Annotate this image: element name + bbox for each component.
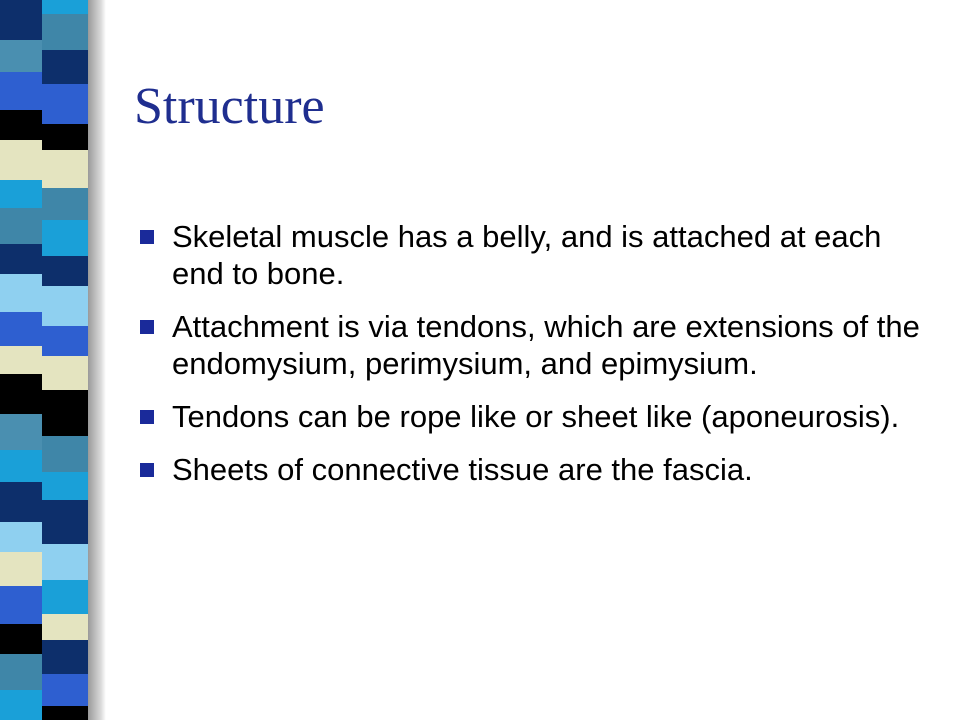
bullet-item <box>140 398 920 435</box>
stripe-shadow <box>88 0 106 720</box>
stripe-column-right <box>42 0 88 720</box>
bullet-item <box>140 308 920 382</box>
square-bullet-icon <box>140 230 154 244</box>
decorative-side-stripe <box>0 0 110 720</box>
square-bullet-icon <box>140 463 154 477</box>
bullet-item <box>140 451 920 488</box>
bullet-text: Tendons can be rope like or sheet like (aponeurosis). <box>172 399 900 434</box>
square-bullet-icon <box>140 320 154 334</box>
bullet-text: Sheets of connective tissue are the fascia. <box>172 452 753 487</box>
square-bullet-icon <box>140 410 154 424</box>
bullet-text: Attachment is via tendons, which are extensions of the endomysium, perimysium, and epimysium. <box>172 309 920 381</box>
bullet-list <box>140 218 920 504</box>
stripe-column-left <box>0 0 42 720</box>
bullet-item <box>140 218 920 292</box>
bullet-text: Skeletal muscle has a belly, and is attached at each end to bone. <box>172 219 882 291</box>
slide-title: Structure <box>134 78 325 135</box>
